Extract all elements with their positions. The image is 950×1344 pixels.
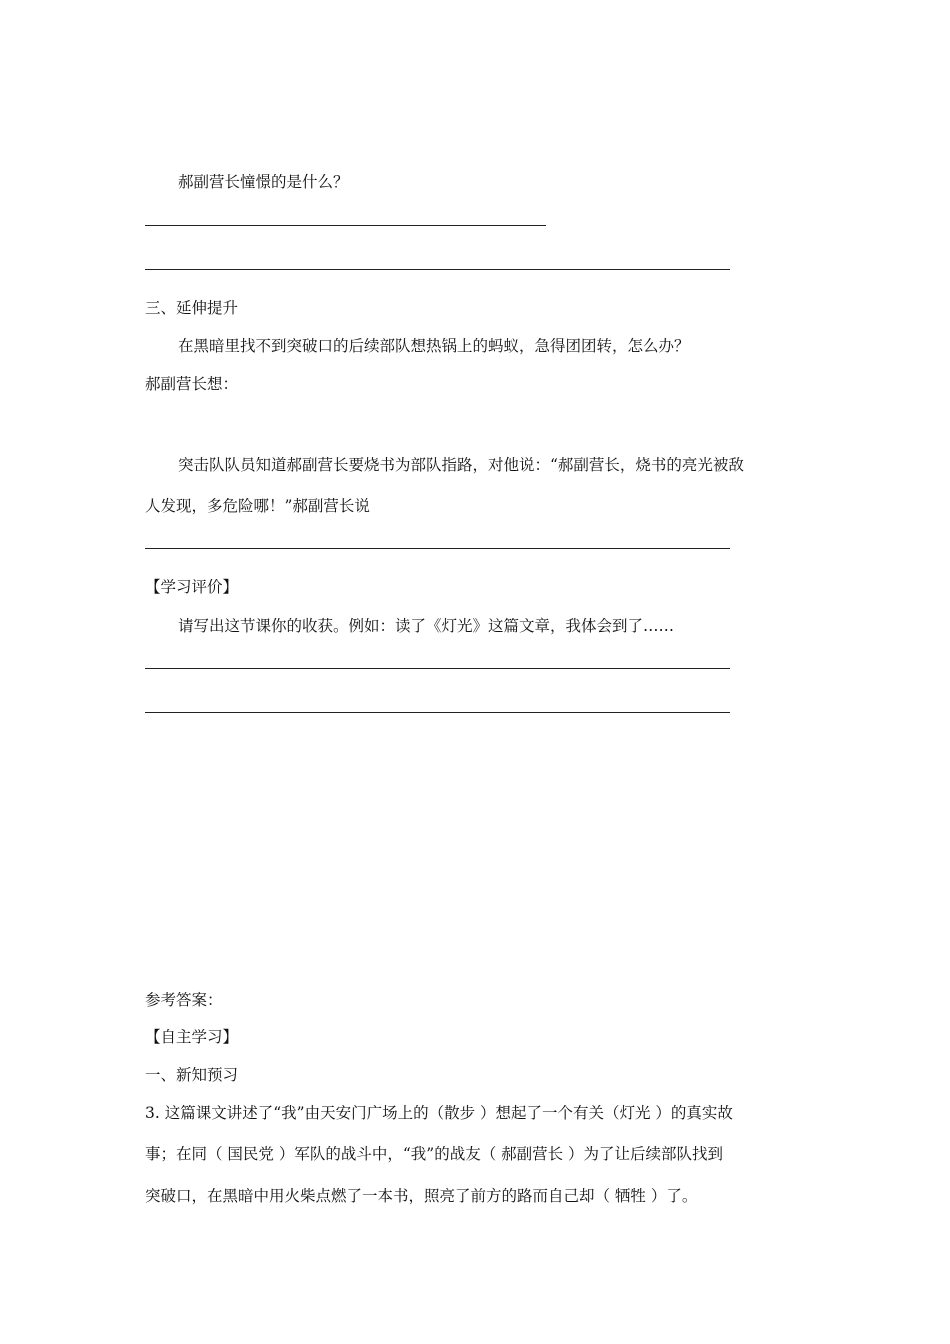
section-heading-extension: 三、延伸提升 — [145, 299, 239, 317]
paragraph-line: 在黑暗里找不到突破口的后续部队想热锅上的蚂蚁，急得团团转，怎么办？ — [178, 337, 690, 355]
paragraph-line: 郝副营长想： — [145, 375, 239, 393]
answers-sub-heading: 一、新知预习 — [145, 1066, 239, 1084]
paragraph-line: 人发现，多危险哪！”郝副营长说 — [145, 497, 370, 515]
answer-line — [145, 712, 730, 713]
answer-line-text: 突破口，在黑暗中用火柴点燃了一本书，照亮了前方的路而自己却（ 牺牲 ）了。 — [145, 1187, 698, 1205]
answers-section-heading: 【自主学习】 — [145, 1028, 239, 1046]
answer-line-text: 3. 这篇课文讲述了“我”由天安门广场上的（散步 ）想起了一个有关（灯光 ）的真实故 — [145, 1104, 733, 1122]
answer-line — [145, 668, 730, 669]
evaluation-prompt: 请写出这节课你的收获。例如：读了《灯光》这篇文章，我体会到了…… — [178, 617, 675, 635]
answer-line — [145, 269, 730, 270]
answer-line — [145, 225, 546, 226]
answer-line-text: 事；在同（ 国民党 ）军队的战斗中，“我”的战友（ 郝副营长 ）为了让后续部队找到 — [145, 1145, 724, 1163]
answer-line — [145, 548, 730, 549]
question-vision: 郝副营长憧憬的是什么？ — [178, 173, 349, 191]
paragraph-line: 突击队队员知道郝副营长要烧书为部队指路，对他说：“郝副营长，烧书的亮光被敌 — [178, 456, 744, 474]
answers-heading: 参考答案： — [145, 991, 223, 1009]
evaluation-heading: 【学习评价】 — [145, 578, 239, 596]
